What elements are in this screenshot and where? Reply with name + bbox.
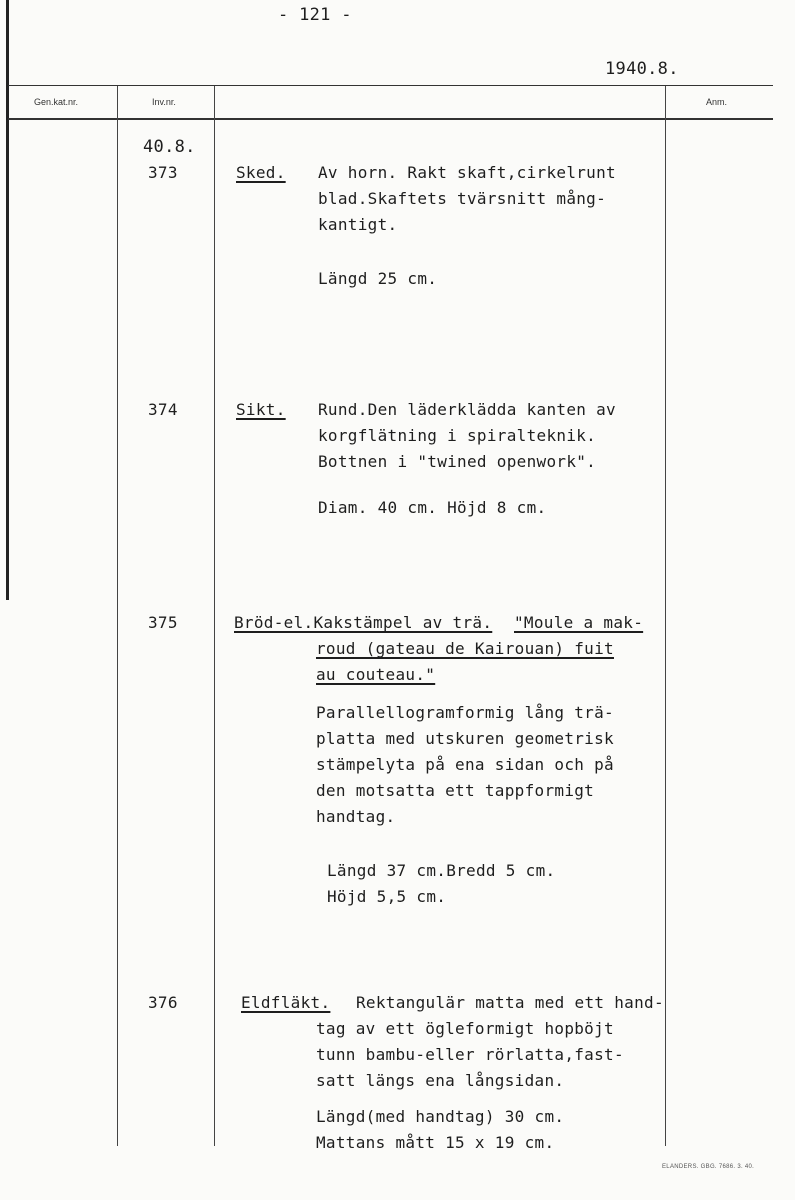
entry-term: Bröd-el.Kakstämpel av trä. bbox=[234, 613, 493, 632]
header-bottom-rule bbox=[8, 118, 773, 120]
description-line: den motsatta ett tappformigt bbox=[316, 781, 595, 800]
col-header-inv: Inv.nr. bbox=[152, 97, 176, 107]
description-line: Rund.Den läderklädda kanten av bbox=[318, 400, 616, 419]
page-number: - 121 - bbox=[278, 5, 352, 25]
description-line: Parallellogramformig lång trä- bbox=[316, 703, 614, 722]
series-prefix: 40.8. bbox=[143, 137, 196, 157]
measure-line: Längd 37 cm.Bredd 5 cm. bbox=[327, 861, 556, 880]
measure-line: Mattans mått 15 x 19 cm. bbox=[316, 1133, 555, 1152]
col-rule-3 bbox=[665, 86, 666, 1146]
entry-description bbox=[316, 700, 614, 830]
col-header-anm: Anm. bbox=[706, 97, 728, 107]
description-line: satt längs ena långsidan. bbox=[316, 1071, 565, 1090]
entry-measure: Diam. 40 cm. Höjd 8 cm. bbox=[318, 498, 547, 517]
col-rule-1 bbox=[117, 86, 118, 1146]
entry-description bbox=[318, 160, 616, 238]
inv-number: 375 bbox=[148, 613, 178, 632]
inv-number: 373 bbox=[148, 163, 178, 182]
col-rule-2 bbox=[214, 86, 215, 1146]
title-quote bbox=[316, 636, 614, 688]
description-line: kantigt. bbox=[318, 215, 398, 234]
description-line: Bottnen i "twined openwork". bbox=[318, 452, 597, 471]
entry-measure: Längd 25 cm. bbox=[318, 269, 438, 288]
col-header-gen-kat: Gen.kat.nr. bbox=[34, 97, 79, 107]
description-first-line: Rektangulär matta med ett hand- bbox=[356, 993, 664, 1012]
entry-term: Sked. bbox=[236, 163, 286, 182]
entry-term: Eldfläkt. bbox=[241, 993, 331, 1012]
entry-measure bbox=[327, 858, 555, 910]
description-line: platta med utskuren geometrisk bbox=[316, 729, 614, 748]
description-line: Av horn. Rakt skaft,cirkelrunt bbox=[318, 163, 616, 182]
measure-line: Längd(med handtag) 30 cm. bbox=[316, 1107, 565, 1126]
header-top-rule bbox=[8, 85, 773, 86]
description-line: stämpelyta på ena sidan och på bbox=[316, 755, 614, 774]
year-header: 1940.8. bbox=[605, 59, 679, 79]
description-line: tunn bambu-eller rörlatta,fast- bbox=[316, 1045, 624, 1064]
printer-mark: ELANDERS. GBG. 7686. 3. 40. bbox=[662, 1164, 755, 1170]
entry-description bbox=[316, 1016, 624, 1094]
title-quote-line: "Moule a mak- bbox=[514, 613, 644, 632]
entry-description bbox=[318, 397, 616, 475]
description-line: tag av ett ögleformigt hopböjt bbox=[316, 1019, 614, 1038]
entry-term: Sikt. bbox=[236, 400, 286, 419]
title-quote-line: au couteau." bbox=[316, 665, 436, 684]
measure-line: Höjd 5,5 cm. bbox=[327, 887, 447, 906]
description-line: blad.Skaftets tvärsnitt mång- bbox=[318, 189, 607, 208]
entry-measure bbox=[316, 1104, 564, 1156]
description-line: korgflätning i spiralteknik. bbox=[318, 426, 597, 445]
title-quote-line: roud (gateau de Kairouan) fuit bbox=[316, 639, 614, 658]
description-line: handtag. bbox=[316, 807, 396, 826]
inv-number: 376 bbox=[148, 993, 178, 1012]
margin-bar bbox=[6, 0, 9, 600]
inv-number: 374 bbox=[148, 400, 178, 419]
